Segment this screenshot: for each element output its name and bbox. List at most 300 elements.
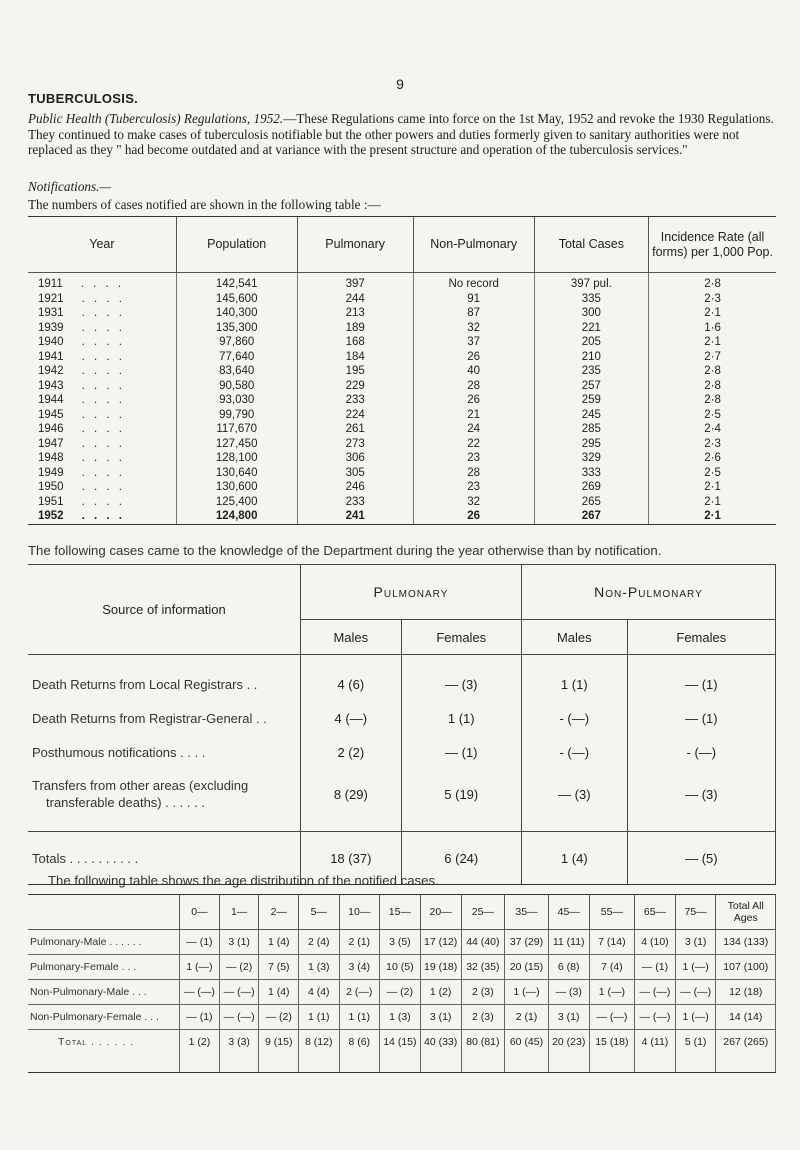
leader-dots: . . . . — [81, 423, 125, 436]
table-cell: 4 (—) — [301, 701, 402, 735]
table-cell: 19 (18) — [420, 955, 461, 980]
age-header-10: 45— — [548, 895, 589, 930]
cell-value: 26 — [467, 510, 481, 523]
cell-value: 335 — [581, 292, 601, 305]
total-cell: 20 (23) — [548, 1030, 589, 1073]
table1-header-4: Total Cases — [534, 217, 649, 273]
table-cell — [649, 495, 776, 510]
table-cell: 8 (29) — [301, 769, 402, 819]
leader-dots: . . . . — [81, 452, 125, 465]
table-cell: - (—) — [521, 701, 627, 735]
table-cell — [176, 321, 297, 336]
cell-value: 195 — [345, 365, 365, 378]
totals-cell: 6 (24) — [401, 832, 521, 885]
cell-value: 257 — [581, 379, 601, 392]
table-cell: — (—) — [675, 980, 716, 1005]
source-label — [28, 701, 301, 735]
total-cell: 4 (11) — [635, 1030, 676, 1073]
cell-value: 91 — [467, 292, 481, 305]
age-header-1: 0— — [180, 895, 220, 930]
table-cell — [534, 273, 649, 292]
table-cell: 1 (1) — [299, 1005, 340, 1030]
table-cell: 1 (1) — [401, 701, 521, 735]
cell-value: 261 — [345, 423, 365, 436]
totals-cell: 1 (4) — [521, 832, 627, 885]
table-cell: 4 (10) — [635, 930, 676, 955]
year-cell — [28, 437, 176, 452]
table-cell: — (3) — [521, 769, 627, 819]
cell-value: 306 — [345, 452, 365, 465]
table-cell: 1 (4) — [259, 930, 299, 955]
total-cell: 9 (15) — [259, 1030, 299, 1073]
cell-value: 124,800 — [215, 510, 258, 523]
pulmonary-header: Pulmonary — [301, 565, 522, 620]
table-cell — [649, 335, 776, 350]
spacer-cell — [521, 819, 627, 832]
table-cell — [534, 306, 649, 321]
table-cell — [413, 408, 534, 423]
cell-value: 273 — [345, 437, 365, 450]
cell-value: 233 — [345, 495, 365, 508]
spacer-cell — [401, 819, 521, 832]
cell-value: 184 — [345, 350, 365, 363]
table-cell: 10 (5) — [379, 955, 420, 980]
table-cell — [534, 335, 649, 350]
total-cell: 1 (2) — [180, 1030, 220, 1073]
spacer-cell — [28, 655, 301, 668]
totals-label: Totals . . . . . . . . . . — [28, 832, 301, 885]
table-cell — [534, 393, 649, 408]
source-label-line: Death Returns from Local Registrars . . — [32, 676, 258, 692]
cell-value: 87 — [467, 307, 481, 320]
cell-value: 210 — [581, 350, 601, 363]
table-cell — [649, 350, 776, 365]
table-cell: - (—) — [627, 735, 775, 769]
leader-dots: . . . . — [81, 321, 125, 334]
cell-value: 125,400 — [215, 495, 258, 508]
table-row — [28, 769, 776, 819]
cell-value: 244 — [345, 292, 365, 305]
table-cell: — (1) — [627, 667, 775, 701]
table-cell: 4 (4) — [299, 980, 340, 1005]
table-cell: - (—) — [521, 735, 627, 769]
cell-value: 397 — [345, 278, 365, 291]
totals-cell: 18 (37) — [301, 832, 402, 885]
total-cell: 267 (265) — [716, 1030, 776, 1073]
table-cell — [297, 321, 413, 336]
regulations-paragraph — [28, 111, 780, 158]
table-cell — [649, 393, 776, 408]
table-cell — [413, 393, 534, 408]
total-cell: 14 (15) — [379, 1030, 420, 1073]
cell-value: 37 — [467, 336, 481, 349]
leader-dots: . . . . — [81, 394, 125, 407]
table-cell — [413, 350, 534, 365]
table-cell: 7 (4) — [589, 955, 635, 980]
table-cell: 7 (14) — [589, 930, 635, 955]
table-row — [28, 335, 776, 350]
regulations-text: —These Regulations came into force on the 1st May, 1952 and revoke the 1930 Regulations. They continued to make cases of tuberculosis notifiable but the other powers and duties formerly given to sanitary authorities were not replaced as they " had become outdated and at variance with the present structure and operation of the tuberculosis services." — [28, 111, 774, 157]
year-cell — [28, 408, 176, 423]
row-label: Non-Pulmonary-Male . . . — [28, 980, 180, 1005]
table-cell — [534, 509, 649, 524]
table-cell: 2 (3) — [461, 980, 505, 1005]
cell-value: 142,541 — [215, 278, 258, 291]
table-cell — [413, 437, 534, 452]
cell-value: 221 — [581, 321, 601, 334]
table-row — [28, 466, 776, 481]
table-cell — [649, 451, 776, 466]
leader-dots: . . . . — [81, 336, 125, 349]
cell-value: 1949 — [38, 466, 64, 479]
year-cell — [28, 306, 176, 321]
cell-value: 295 — [581, 437, 601, 450]
table-cell: 1 (—) — [180, 955, 220, 980]
spacer-cell — [627, 655, 775, 668]
table-row — [28, 955, 776, 980]
table-cell — [649, 437, 776, 452]
cell-value: 235 — [581, 365, 601, 378]
year-cell — [28, 480, 176, 495]
table-cell: — (3) — [627, 769, 775, 819]
table-cell — [413, 273, 534, 292]
cell-value: 1·6 — [704, 321, 721, 334]
table-cell — [649, 466, 776, 481]
section-heading: TUBERCULOSIS. — [28, 91, 139, 106]
spacer-cell — [28, 819, 301, 832]
table-cell — [413, 466, 534, 481]
row-label: Pulmonary-Male . . . . . . — [28, 930, 180, 955]
cell-value: 2·8 — [704, 379, 721, 392]
table-cell — [649, 379, 776, 394]
table1-header-3: Non-Pulmonary — [413, 217, 534, 273]
cell-value: 1940 — [38, 336, 64, 349]
non-pulmonary-header: Non-Pulmonary — [521, 565, 775, 620]
cell-value: No record — [448, 278, 499, 291]
regulations-title: Public Health (Tuberculosis) Regulations, 1952. — [28, 111, 284, 126]
cell-value: 23 — [467, 452, 481, 465]
table-cell: 11 (11) — [548, 930, 589, 955]
spacer-row — [28, 819, 776, 832]
cell-value: 205 — [581, 336, 601, 349]
age-header-7: 20— — [420, 895, 461, 930]
cell-value: 1931 — [38, 307, 64, 320]
table-cell — [649, 422, 776, 437]
cell-value: 97,860 — [219, 336, 255, 349]
pulmonary-males-header: Males — [301, 620, 402, 655]
non-pulmonary-males-header: Males — [521, 620, 627, 655]
cell-value: 130,600 — [215, 481, 258, 494]
table-cell — [649, 480, 776, 495]
cell-value: 140,300 — [215, 307, 258, 320]
spacer-cell — [301, 819, 402, 832]
total-cell: 8 (6) — [339, 1030, 379, 1073]
total-cell: 5 (1) — [675, 1030, 716, 1073]
source-label — [28, 769, 301, 819]
cell-value: 267 — [581, 510, 601, 523]
table-cell — [413, 321, 534, 336]
cell-value: 24 — [467, 423, 481, 436]
table-cell — [176, 509, 297, 524]
table-cell — [297, 379, 413, 394]
total-cell: 15 (18) — [589, 1030, 635, 1073]
table-cell — [176, 335, 297, 350]
cell-value: 99,790 — [219, 408, 255, 421]
year-cell — [28, 466, 176, 481]
table-cell: — (—) — [219, 1005, 259, 1030]
age-distribution-table — [28, 894, 776, 1073]
cell-value: 1943 — [38, 379, 64, 392]
table-row — [28, 273, 776, 292]
table-cell — [297, 408, 413, 423]
cell-value: 245 — [581, 408, 601, 421]
table-cell: 14 (14) — [716, 1005, 776, 1030]
cell-value: 128,100 — [215, 452, 258, 465]
cell-value: 2·5 — [704, 408, 721, 421]
table-cell — [649, 321, 776, 336]
spacer-row — [28, 655, 776, 668]
table-cell — [176, 451, 297, 466]
table-cell — [649, 306, 776, 321]
table-cell — [176, 273, 297, 292]
table-cell: 1 (—) — [675, 955, 716, 980]
total-cell: 8 (12) — [299, 1030, 340, 1073]
table-cell — [297, 350, 413, 365]
table-cell: 134 (133) — [716, 930, 776, 955]
cell-value: 2·1 — [704, 336, 721, 349]
age-header-0 — [28, 895, 180, 930]
table-cell: 5 (19) — [401, 769, 521, 819]
cell-value: 397 pul. — [570, 278, 612, 291]
table-cell — [534, 364, 649, 379]
leader-dots: . . . . — [81, 365, 125, 378]
table-cell — [297, 292, 413, 307]
table-cell — [297, 437, 413, 452]
table3-intro: The following table shows the age distribution of the notified cases. — [48, 873, 439, 888]
cell-value: 2·1 — [704, 481, 721, 494]
cell-value: 1939 — [38, 321, 64, 334]
table-cell: — (1) — [401, 735, 521, 769]
row-label: Pulmonary-Female . . . — [28, 955, 180, 980]
table-cell — [413, 379, 534, 394]
total-cell: 80 (81) — [461, 1030, 505, 1073]
cell-value: 32 — [467, 321, 481, 334]
total-cell: 40 (33) — [420, 1030, 461, 1073]
age-header-13: 75— — [675, 895, 716, 930]
age-header-8: 25— — [461, 895, 505, 930]
table-cell — [534, 321, 649, 336]
table-cell — [413, 495, 534, 510]
cell-value: 259 — [581, 394, 601, 407]
cell-value: 246 — [345, 481, 365, 494]
cell-value: 135,300 — [215, 321, 258, 334]
table-cell — [176, 292, 297, 307]
table-row — [28, 408, 776, 423]
cell-value: 189 — [345, 321, 365, 334]
cell-value: 32 — [467, 495, 481, 508]
table-cell: 1 (—) — [675, 1005, 716, 1030]
table-cell: 32 (35) — [461, 955, 505, 980]
table-cell: 6 (8) — [548, 955, 589, 980]
page-number: 9 — [396, 76, 404, 92]
cell-value: 130,640 — [215, 466, 258, 479]
table-cell — [534, 379, 649, 394]
cell-value: 1942 — [38, 365, 64, 378]
table-cell: — (—) — [635, 980, 676, 1005]
year-cell — [28, 422, 176, 437]
table-cell — [297, 335, 413, 350]
table-row — [28, 321, 776, 336]
cell-value: 22 — [467, 437, 481, 450]
cell-value: 2·3 — [704, 292, 721, 305]
table-cell: — (3) — [548, 980, 589, 1005]
source-label — [28, 667, 301, 701]
table1-header-2: Pulmonary — [297, 217, 413, 273]
cell-value: 26 — [467, 394, 481, 407]
table-cell — [413, 509, 534, 524]
cell-value: 168 — [345, 336, 365, 349]
table-cell — [297, 480, 413, 495]
leader-dots: . . . . — [81, 307, 125, 320]
table-cell — [176, 495, 297, 510]
year-cell — [28, 379, 176, 394]
table-cell: — (—) — [635, 1005, 676, 1030]
source-label — [28, 735, 301, 769]
cell-value: 329 — [581, 452, 601, 465]
table-cell — [413, 335, 534, 350]
table-cell: — (1) — [635, 955, 676, 980]
table-cell — [413, 306, 534, 321]
year-cell — [28, 364, 176, 379]
cell-value: 1941 — [38, 350, 64, 363]
year-cell — [28, 335, 176, 350]
table-cell: 2 (1) — [339, 930, 379, 955]
cell-value: 224 — [345, 408, 365, 421]
cell-value: 1951 — [38, 495, 64, 508]
table-row — [28, 980, 776, 1005]
table-cell — [297, 306, 413, 321]
cell-value: 1911 — [38, 278, 63, 291]
table-cell: 37 (29) — [505, 930, 549, 955]
year-cell — [28, 350, 176, 365]
cell-value: 40 — [467, 365, 481, 378]
non-pulmonary-females-header: Females — [627, 620, 775, 655]
table-cell — [534, 422, 649, 437]
table-cell — [176, 393, 297, 408]
cell-value: 145,600 — [215, 292, 258, 305]
cell-value: 1946 — [38, 423, 64, 436]
cell-value: 305 — [345, 466, 365, 479]
table-cell — [649, 509, 776, 524]
table1-header-1: Population — [176, 217, 297, 273]
cell-value: 300 — [581, 307, 601, 320]
cell-value: 229 — [345, 379, 365, 392]
table-cell: 2 (2) — [301, 735, 402, 769]
table-cell — [534, 466, 649, 481]
cell-value: 2·8 — [704, 278, 721, 291]
table-cell — [649, 408, 776, 423]
table-cell — [413, 422, 534, 437]
table-cell: — (—) — [589, 1005, 635, 1030]
table-cell — [297, 364, 413, 379]
table-cell: 2 (—) — [339, 980, 379, 1005]
table-cell: 44 (40) — [461, 930, 505, 955]
table-cell — [176, 422, 297, 437]
row-label: Non-Pulmonary-Female . . . — [28, 1005, 180, 1030]
table-cell — [649, 273, 776, 292]
year-cell — [28, 292, 176, 307]
table-cell — [297, 273, 413, 292]
cell-value: 2·4 — [704, 423, 721, 436]
age-header-4: 5— — [299, 895, 340, 930]
cell-value: 265 — [581, 495, 601, 508]
table-cell: 3 (1) — [420, 1005, 461, 1030]
table-cell: — (—) — [180, 980, 220, 1005]
table2-intro: The following cases came to the knowledge of the Department during the year otherwise than by notification. — [28, 543, 662, 558]
age-header-9: 35— — [505, 895, 549, 930]
spacer-cell — [627, 819, 775, 832]
table-row — [28, 1005, 776, 1030]
table-cell: — (2) — [219, 955, 259, 980]
table-cell: 1 (2) — [420, 980, 461, 1005]
table-cell: 12 (18) — [716, 980, 776, 1005]
cell-value: 269 — [581, 481, 601, 494]
table-cell: 17 (12) — [420, 930, 461, 955]
table-cell — [176, 480, 297, 495]
leader-dots: . . . . — [81, 466, 125, 479]
source-label-line: Posthumous notifications . . . . — [32, 744, 206, 760]
table-cell: — (3) — [401, 667, 521, 701]
table-row — [28, 393, 776, 408]
table-cell — [297, 393, 413, 408]
leader-dots: . . . . — [81, 379, 125, 392]
year-cell — [28, 393, 176, 408]
table-row — [28, 306, 776, 321]
table-row — [28, 364, 776, 379]
cell-value: 2·8 — [704, 394, 721, 407]
cell-value: 1945 — [38, 408, 64, 421]
table-cell — [534, 350, 649, 365]
table-cell: 3 (4) — [339, 955, 379, 980]
age-header-5: 10— — [339, 895, 379, 930]
table-cell: 20 (15) — [505, 955, 549, 980]
cell-value: 2·8 — [704, 365, 721, 378]
cell-value: 21 — [467, 408, 481, 421]
notifications-heading: Notifications.— — [28, 179, 112, 194]
table-row — [28, 480, 776, 495]
year-cell — [28, 509, 176, 524]
table-cell: 4 (6) — [301, 667, 402, 701]
leader-dots: . . . . — [81, 437, 125, 450]
pulmonary-females-header: Females — [401, 620, 521, 655]
table-cell: — (1) — [627, 701, 775, 735]
table-cell — [176, 306, 297, 321]
cell-value: 2·1 — [704, 510, 721, 523]
cell-value: 1944 — [38, 394, 64, 407]
table-cell: 1 (—) — [589, 980, 635, 1005]
table-cell — [176, 364, 297, 379]
cell-value: 90,580 — [219, 379, 255, 392]
table-row — [28, 667, 776, 701]
table-cell — [413, 292, 534, 307]
cell-value: 2·7 — [704, 350, 721, 363]
leader-dots: . . . . — [80, 278, 125, 291]
table-cell: — (2) — [379, 980, 420, 1005]
cell-value: 2·5 — [704, 466, 721, 479]
table-row — [28, 735, 776, 769]
cell-value: 213 — [345, 307, 365, 320]
leader-dots: . . . . — [81, 408, 125, 421]
